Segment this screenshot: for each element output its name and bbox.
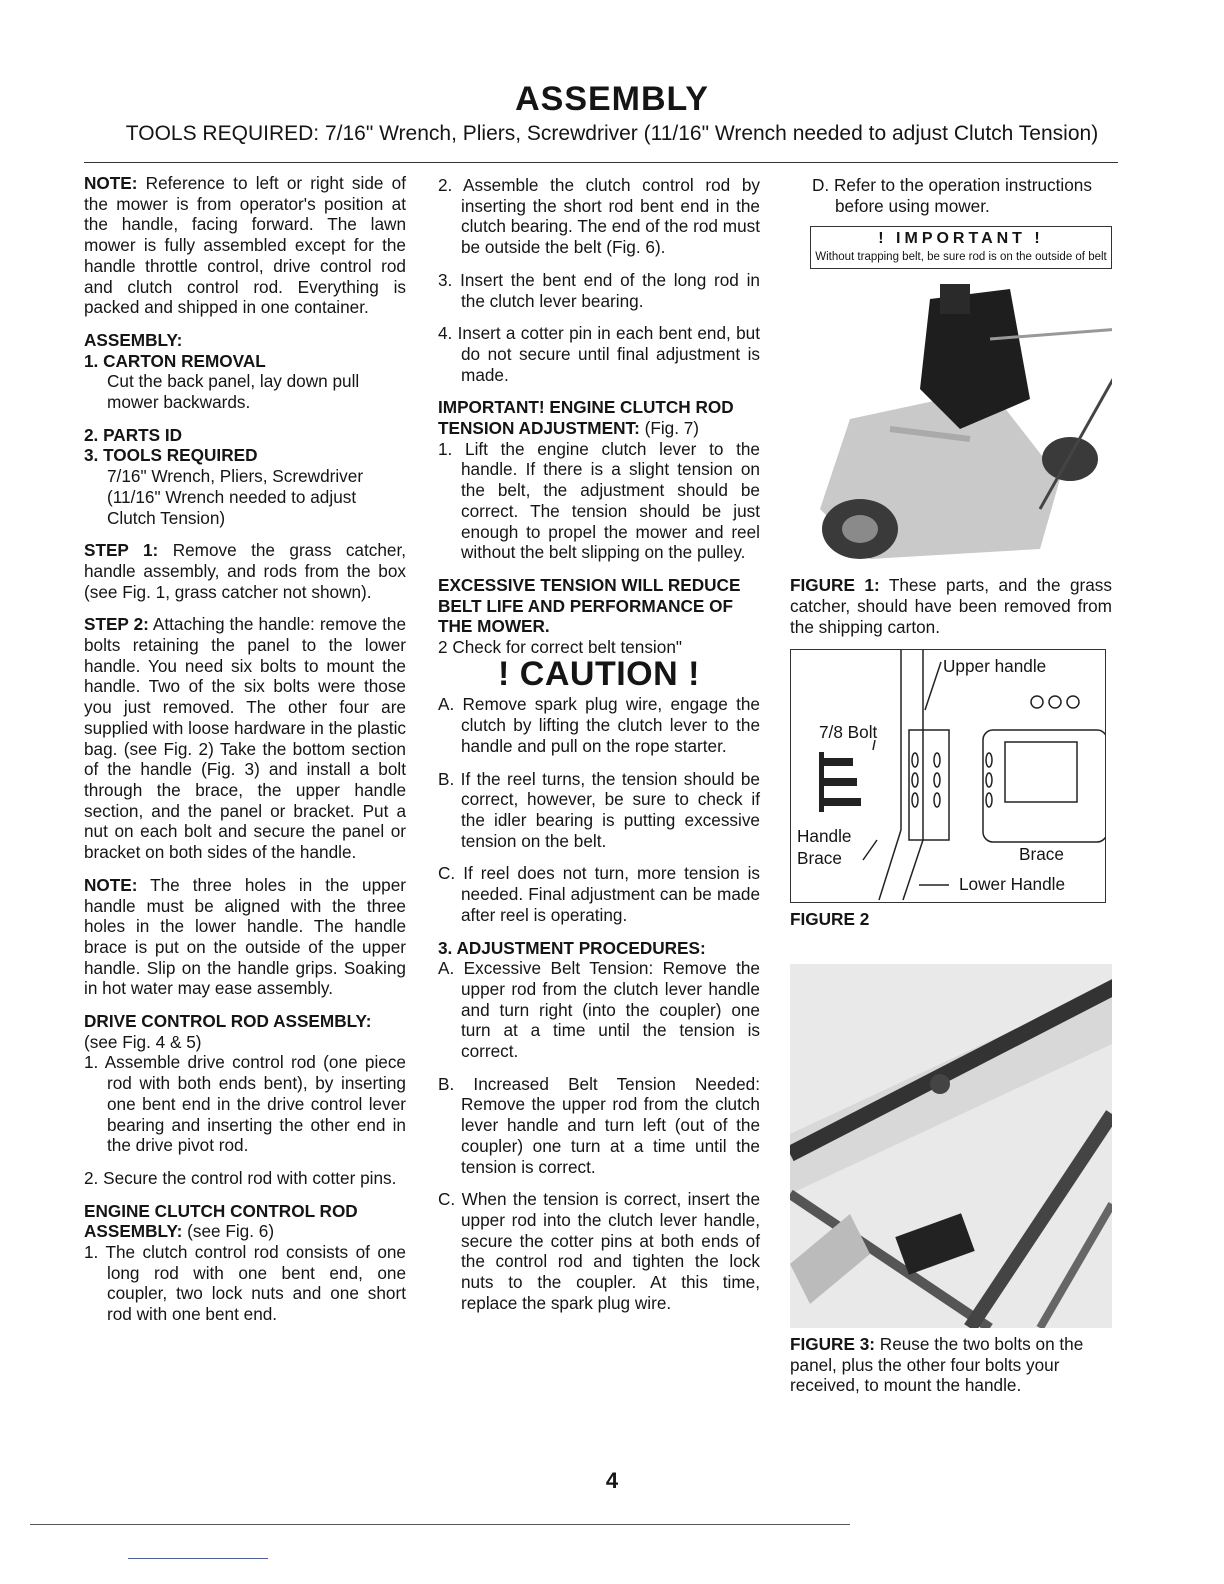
drive-step-1: 1. Assemble drive control rod (one piece rod with both ends bent), by inserting one bent end in the drive control lever bearing and inserting the other end in the drive pivot rod. bbox=[84, 1052, 406, 1156]
adjustment-heading: 3. ADJUSTMENT PROCEDURES: bbox=[438, 937, 706, 958]
figure1-caption bbox=[790, 575, 1112, 637]
adjustment-b: B. Increased Belt Tension Needed: Remove the upper rod from the clutch lever handle and turn left (out of the coupler) one turn at a time until the tension is correct. bbox=[438, 1073, 760, 1177]
figure2-bolt-label: 7/8 Bolt bbox=[819, 722, 878, 743]
step1-label: STEP 1: bbox=[84, 540, 159, 561]
figure1-label: FIGURE 1: bbox=[790, 575, 880, 596]
figure3-text: Reuse the two bolts on the panel, plus the other four bolts your received, to mount the handle. bbox=[790, 1333, 1084, 1396]
tools-text: 7/16" Wrench, Pliers, Screwdriver (11/16" Wrench needed to adjust Clutch Tension) bbox=[107, 466, 364, 528]
clutch-step-3: 3. Insert the bent end of the long rod in the clutch lever bearing. bbox=[438, 269, 760, 311]
tension-adjust-heading-2 bbox=[438, 418, 760, 439]
handle-assembly-photo bbox=[790, 964, 1112, 1328]
step1-text: Remove the grass catcher, handle assembly, and rods from the box (see Fig. 1, grass catcher not shown). bbox=[84, 540, 407, 602]
tension-adjust-fig: (Fig. 7) bbox=[644, 418, 700, 439]
caution-b: B. If the reel turns, the tension should be correct, however, be sure to check if the idler bearing is putting excessive tension on the belt. bbox=[438, 768, 760, 851]
figure2-handle-label: Handle bbox=[797, 826, 852, 847]
parts-id-heading: 2. PARTS ID bbox=[84, 424, 183, 445]
check-tension-text: 2 Check for correct belt tension" bbox=[438, 637, 682, 658]
figure2-brace-label-left: Brace bbox=[797, 848, 842, 869]
page-title: ASSEMBLY bbox=[515, 80, 709, 118]
step2-label: STEP 2: bbox=[84, 614, 149, 635]
adjustment-c: C. When the tension is correct, insert the upper rod into the clutch lever handle, secure the cotter pins at both ends of the control rod and tighten the lock nuts to the coupler. At this time, replace the spark plug wire. bbox=[438, 1189, 760, 1313]
assembly-heading: ASSEMBLY: bbox=[84, 329, 183, 350]
carton-removal-heading: 1. CARTON REMOVAL bbox=[84, 350, 266, 371]
clutch-step-2: 2. Assemble the clutch control rod by inserting the short rod bent end in the clutch bearing. The end of the rod must be outside the belt (Fig. 6). bbox=[438, 175, 760, 258]
figure2-caption: FIGURE 2 bbox=[790, 909, 870, 930]
adjustment-a: A. Excessive Belt Tension: Remove the upper rod from the clutch lever handle and turn right (into the coupler) one turn at a time until the tension is correct. bbox=[438, 958, 760, 1062]
figure2-upper-handle-label: Upper handle bbox=[943, 656, 1047, 677]
engine-clutch-heading-assembly: ASSEMBLY: bbox=[84, 1221, 183, 1242]
tools-heading: 3. TOOLS REQUIRED bbox=[84, 445, 258, 466]
clutch-step-4: 4. Insert a cotter pin in each bent end, but do not secure until final adjustment is made. bbox=[438, 323, 760, 385]
engine-clutch-heading-2 bbox=[84, 1221, 406, 1242]
note-paragraph bbox=[84, 173, 406, 318]
footer-link-line bbox=[128, 1558, 268, 1559]
figure2-brace-label-right: Brace bbox=[1019, 844, 1064, 865]
figure3-caption bbox=[790, 1334, 1112, 1396]
important-box-title: ! IMPORTANT ! bbox=[878, 230, 1044, 248]
figure3-label: FIGURE 3: bbox=[790, 1333, 875, 1354]
header-divider bbox=[84, 162, 1118, 163]
caution-a: A. Remove spark plug wire, engage the clutch by lifting the clutch lever to the handle and pull on the rope starter. bbox=[438, 694, 760, 756]
engine-clutch-step-1: 1. The clutch control rod consists of one long rod with one bent end, one coupler, two lock nuts and one short rod with one bent end. bbox=[84, 1242, 406, 1325]
figure2-lower-handle-label: Lower Handle bbox=[959, 874, 1066, 895]
important-box-text: Without trapping belt, be sure rod is on the outside of belt bbox=[815, 251, 1107, 264]
note2-paragraph bbox=[84, 875, 406, 999]
engine-clutch-heading-fig: (see Fig. 6) bbox=[187, 1221, 275, 1242]
drive-step-2: 2. Secure the control rod with cotter pins. bbox=[84, 1167, 397, 1188]
column-middle bbox=[438, 175, 760, 1325]
note-label: NOTE: bbox=[84, 173, 138, 193]
important-box bbox=[810, 226, 1112, 269]
note2-text: The three holes in the upper handle must be aligned with the three holes in the lower handle. The handle brace is put on the outside of the upper handle. Slip on the handle grips. Soaking in hot water may ease assembly. bbox=[84, 874, 406, 999]
footer-divider bbox=[30, 1524, 850, 1525]
carton-removal-text: Cut the back panel, lay down pull mower backwards. bbox=[107, 371, 360, 413]
page-number: 4 bbox=[605, 1468, 619, 1493]
caution-heading: ! CAUTION ! bbox=[498, 654, 700, 693]
figure1-text: These parts, and the grass catcher, should have been removed from the shipping carton. bbox=[790, 575, 1112, 637]
step2-paragraph bbox=[84, 614, 406, 862]
step2-text: Attaching the handle: remove the bolts retaining the panel to the lower handle. You need six bolts to mount the handle. Two of the six bolts were those you just removed. The other four are supplied with loose hardware in the plastic bag. (see Fig. 2) Take the bottom section of the handle (Fig. 3) and install a bolt through the brace, the upper handle section, and the panel or bracket. Put a nut on each bolt and secure the panel or bracket on both sides of the handle. bbox=[84, 614, 407, 863]
figure2-diagram bbox=[790, 649, 1106, 903]
column-right bbox=[790, 175, 1112, 1408]
caution-c: C. If reel does not turn, more tension is needed. Final adjustment can be made after reel is operating. bbox=[438, 863, 760, 925]
note-text: Reference to left or right side of the mower is from operator's position at the handle, facing forward. The lawn mower is fully assembled except for the handle throttle control, drive control rod and clutch control rod. Everything is packed and shipped in one container. bbox=[84, 173, 406, 318]
drive-rod-heading: DRIVE CONTROL ROD ASSEMBLY: bbox=[84, 1011, 372, 1032]
step1-paragraph bbox=[84, 540, 406, 602]
drive-rod-subheading: (see Fig. 4 & 5) bbox=[84, 1031, 202, 1052]
column-left bbox=[84, 173, 406, 1337]
excessive-tension-warning: EXCESSIVE TENSION WILL REDUCE BELT LIFE AND PERFORMANCE OF THE MOWER. bbox=[438, 574, 741, 637]
mower-parts-photo bbox=[790, 279, 1112, 569]
note2-label: NOTE: bbox=[84, 874, 138, 895]
tools-required: TOOLS REQUIRED: 7/16" Wrench, Pliers, Screwdriver (11/16" Wrench needed to adjust Clutch Tension) bbox=[125, 122, 1099, 145]
tension-step-1: 1. Lift the engine clutch lever to the handle. If there is a slight tension on the belt, the adjustment should be correct. The tension should be just enough to propel the mower and reel without the belt slipping on the pulley. bbox=[438, 438, 760, 563]
engine-clutch-heading: ENGINE CLUTCH CONTROL ROD bbox=[84, 1200, 358, 1221]
tension-adjust-heading-b: TENSION ADJUSTMENT: bbox=[438, 418, 640, 439]
tension-adjust-heading: IMPORTANT! ENGINE CLUTCH ROD bbox=[438, 397, 734, 418]
step-d-text: D. Refer to the operation instructions before using mower. bbox=[812, 175, 1092, 216]
